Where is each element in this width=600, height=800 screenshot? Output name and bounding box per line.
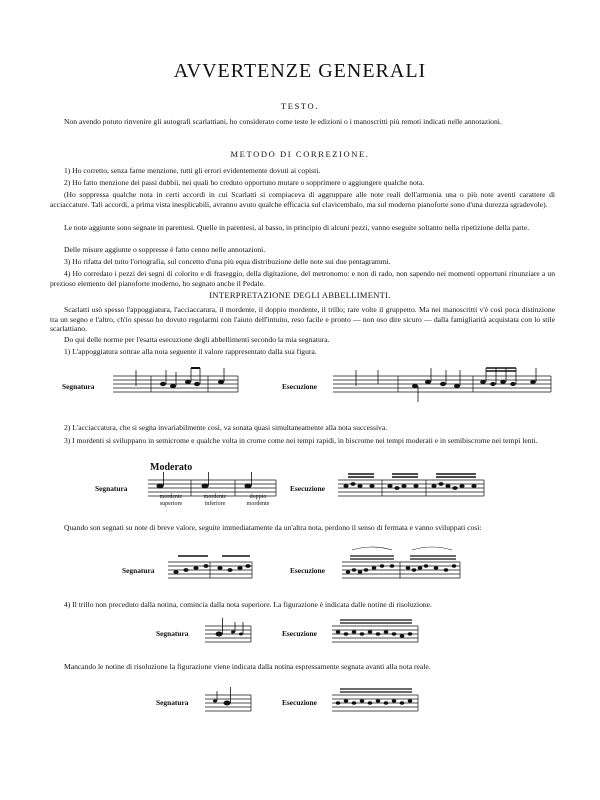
paragraph-metodo-2: 2) Ho fatto menzione dei passi dubbii, nei quali ho creduto opportuno mutare o sopprimere o aggiungere qualche nota.	[64, 178, 425, 187]
label-esecuzione-5: Esecuzione	[282, 698, 317, 707]
tempo-marking: Moderato	[150, 462, 193, 473]
label-segnatura-3: Segnatura	[122, 566, 155, 575]
staff-trill-notina-execution	[332, 689, 422, 715]
paragraph-interp-3: 1) L'appoggiatura sottrae alla nota seguente il valore rappresentato dalla sua figura.	[64, 347, 317, 356]
staff-trill-notina-signature	[205, 689, 255, 715]
heading-metodo: METODO DI CORREZIONE.	[230, 149, 370, 159]
staff-short-mordent-signature	[168, 556, 256, 582]
staff-short-mordent-execution	[342, 556, 464, 582]
page-title: AVVERTENZE GENERALI	[173, 60, 427, 82]
paragraph-interp-4: 2) L'acciaccatura, che si segna invariabilmente così, va sonata quasi simultaneamente alla nota successiva.	[64, 423, 388, 432]
label-esecuzione-1: Esecuzione	[282, 382, 317, 391]
paragraph-interp-5: 3) I mordenti si sviluppano in semicrome e qualche volta in crome come nei tempi rapidi, in biscrome nei tempi moderati e in semibiscrome nei tempi lenti.	[64, 436, 538, 445]
label-segnatura-1: Segnatura	[62, 382, 95, 391]
caption-mordente-superiore: mordente superiore	[159, 494, 183, 507]
label-esecuzione-2: Esecuzione	[290, 484, 325, 493]
staff-trill-signature	[205, 620, 255, 646]
caption-mordente-inferiore: mordente inferiore	[203, 494, 227, 507]
staff-appoggiatura-execution	[333, 370, 555, 410]
label-segnatura-2: Segnatura	[95, 484, 128, 493]
label-esecuzione-4: Esecuzione	[282, 629, 317, 638]
paragraph-interp-6: Quando son segnati su note di breve valore, seguite immediatamente da un'altra nota, perdono il senso di fermata e vanno sviluppati così:	[64, 523, 482, 532]
heading-testo: TESTO.	[280, 101, 319, 111]
paragraph-metodo-3: (Ho soppressa qualche nota in certi accordi in cui Scarlatti si compiaceva di aggruppare alle note reali dell'armonia una o più note aventi carattere di acciaccature. Tali accordi, a prima vista inesplicabili, avranno avuto qualche efficacia sul clavicembalo, ma sul moderno pianoforte sono d'una durezza sgradevole).	[50, 190, 555, 209]
staff-mordenti-execution	[338, 474, 488, 500]
paragraph-metodo-7: 4) Ho corredato i pezzi dei segni di colorito e di fraseggio, della digitazione, del metronomo: e non di rado, non sapendo nei momenti opportuni rinunziare a un prezioso elemento del pianoforte moderno, ho segnato anche il Pedale.	[50, 269, 555, 288]
label-esecuzione-3: Esecuzione	[290, 566, 325, 575]
heading-interpretazione: INTERPRETAZIONE DEGLI ABBELLIMENTI.	[209, 290, 391, 300]
paragraph-interp-8: Mancando le notine di risoluzione la figurazione viene indicata dalla notina espressamente segnata avanti alla nota reale.	[64, 662, 431, 671]
paragraph-interp-2: Do qui delle norme per l'esatta esecuzione degli abbellimenti secondo la mia segnatura.	[64, 335, 330, 344]
paragraph-testo: Non avendo potuto rinvenire gli autografi scarlattiani, ho considerato come teste le edizioni o i manoscritti più remoti indicati nelle annotazioni.	[64, 117, 502, 126]
paragraph-metodo-5: Delle misure aggiunte o soppresse è fatto cenno nelle annotazioni.	[64, 245, 266, 254]
label-segnatura-4: Segnatura	[156, 629, 189, 638]
paragraph-metodo-6: 3) Ho rifatta del tutto l'ortografia, sul concetto d'una più equa distribuzione delle note sui due pentagrammi.	[64, 257, 391, 266]
paragraph-metodo-4: Le note aggiunte sono segnate in parentesi. Quelle in parentesi, al basso, in principio di alcuni pezzi, vanno eseguite soltanto nella ripetizione della parte.	[64, 223, 530, 232]
caption-doppio-mordente: doppio mordente	[246, 494, 270, 507]
staff-trill-execution	[332, 620, 422, 646]
paragraph-interp-7: 4) Il trillo non preceduto dalla notina, comincia dalla nota superiore. La figurazione è indicata dalle notine di risoluzione.	[64, 600, 432, 609]
label-segnatura-5: Segnatura	[156, 698, 189, 707]
paragraph-interp-1: Scarlatti usò spesso l'appoggiatura, l'acciaccatura, il mordente, il doppio mordente, il trillo; rare volte il gruppetto. Ma nei manoscritti v'è così poca distinzione tra un segno e l'altro, ch'io spesso ho dovuto regolarmi con l'aiuto dell'intuito, reso facile e pronto — non oso dire sicuro — dalla famigliarità acquistata con lo stile scarlattiano.	[50, 305, 555, 334]
staff-appoggiatura-signature	[113, 370, 243, 410]
paragraph-metodo-1: 1) Ho corretto, senza farne menzione, tutti gli errori evidentemente dovuti ai copisti.	[64, 166, 321, 175]
